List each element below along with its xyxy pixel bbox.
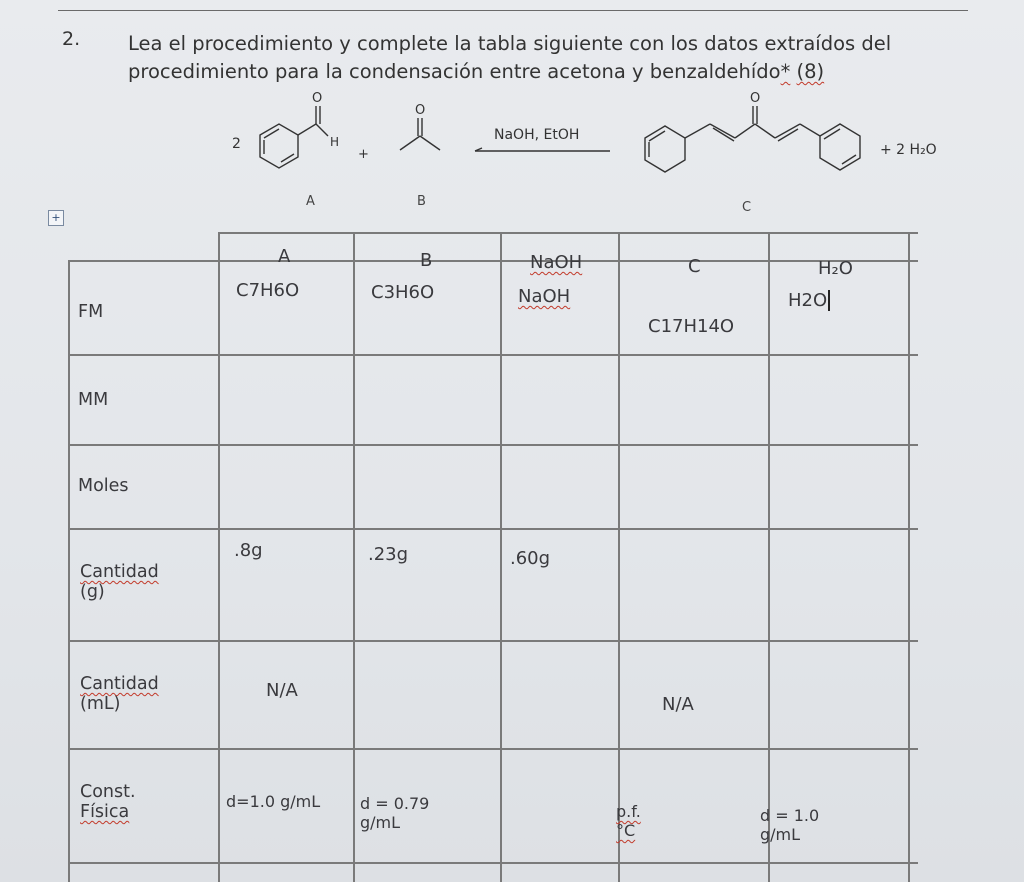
- cell-fm-a[interactable]: C7H6O: [236, 280, 300, 301]
- header-a: A: [278, 246, 291, 267]
- cell-fm-naoh[interactable]: NaOH: [518, 286, 571, 307]
- label-c: C: [742, 200, 752, 215]
- question-line-1: Lea el procedimiento y complete la tabla siguiente con los datos extraídos del: [128, 32, 892, 55]
- header-naoh: NaOH: [530, 252, 583, 273]
- cell-const-c-2: °C: [616, 821, 636, 840]
- cell-const-c[interactable]: [616, 802, 641, 840]
- cell-fm-h2o[interactable]: [788, 290, 830, 311]
- row-label-cantidad-ml-2: (mL): [80, 694, 121, 714]
- cell-const-h2o-2: g/mL: [760, 825, 801, 844]
- row-label-cantidad-g: [80, 562, 159, 602]
- row-label-cantidad-ml: [80, 674, 159, 714]
- row-label-const-fisica: [80, 782, 136, 822]
- question-line-2-text: procedimiento para la condensación entre acetona y benzaldehído: [128, 60, 781, 83]
- header-c: C: [688, 256, 701, 277]
- question-line-2: [128, 58, 1008, 86]
- cell-const-b[interactable]: [360, 794, 429, 832]
- cell-cantidad-ml-a[interactable]: N/A: [266, 680, 298, 701]
- row-label-cantidad-g-2: (g): [80, 582, 105, 602]
- cell-cantidad-g-b[interactable]: .23g: [368, 544, 409, 565]
- cell-fm-c[interactable]: C17H14O: [648, 316, 735, 337]
- cell-const-h2o[interactable]: [760, 806, 819, 844]
- aldehyde-hydrogen: H: [330, 135, 340, 149]
- row-label-const-fisica-1: Const.: [80, 782, 136, 802]
- row-label-fm: FM: [78, 302, 104, 322]
- question-number: 2.: [62, 28, 81, 50]
- label-b: B: [417, 194, 426, 209]
- plus-sign: +: [358, 147, 369, 162]
- text-cursor: [828, 290, 830, 311]
- reaction-scheme: [220, 88, 980, 218]
- cell-cantidad-g-naoh[interactable]: .60g: [510, 548, 551, 569]
- benzaldehyde-ring: [260, 124, 298, 168]
- data-table: [68, 232, 918, 882]
- cell-const-a[interactable]: d=1.0 g/mL: [226, 792, 321, 811]
- top-border-line: [58, 0, 968, 11]
- question-asterisk: *: [780, 60, 791, 83]
- cell-const-b-2: g/mL: [360, 813, 401, 832]
- product-right-ring: [820, 124, 860, 170]
- byproduct-water: + 2 H₂O: [880, 142, 937, 158]
- row-label-moles: Moles: [78, 476, 129, 496]
- cell-const-c-1: p.f.: [616, 802, 641, 821]
- row-label-const-fisica-2: Física: [80, 802, 130, 822]
- ketone-oxygen: O: [415, 103, 426, 118]
- cell-fm-b[interactable]: C3H6O: [371, 282, 435, 303]
- cell-cantidad-g-a[interactable]: .8g: [234, 540, 263, 561]
- label-a: A: [306, 194, 315, 209]
- product-left-ring: [645, 126, 685, 172]
- row-label-cantidad-ml-1: Cantidad: [80, 674, 159, 694]
- reagents-label: NaOH, EtOH: [494, 127, 580, 143]
- header-h2o: H₂O: [818, 258, 853, 279]
- question-text: [128, 30, 1008, 86]
- aldehyde-oxygen: O: [312, 91, 323, 106]
- cell-const-b-1: d = 0.79: [360, 794, 430, 813]
- question-points: (8): [796, 60, 825, 83]
- cell-cantidad-ml-c[interactable]: N/A: [662, 694, 694, 715]
- coefficient: 2: [232, 136, 241, 152]
- header-b: B: [420, 250, 433, 271]
- cell-fm-h2o-text: H2O: [788, 290, 828, 311]
- table-move-handle-icon[interactable]: +: [48, 210, 64, 226]
- row-label-cantidad-g-1: Cantidad: [80, 562, 159, 582]
- row-label-mm: MM: [78, 390, 109, 410]
- product-oxygen: O: [750, 91, 761, 106]
- cell-const-h2o-1: d = 1.0: [760, 806, 820, 825]
